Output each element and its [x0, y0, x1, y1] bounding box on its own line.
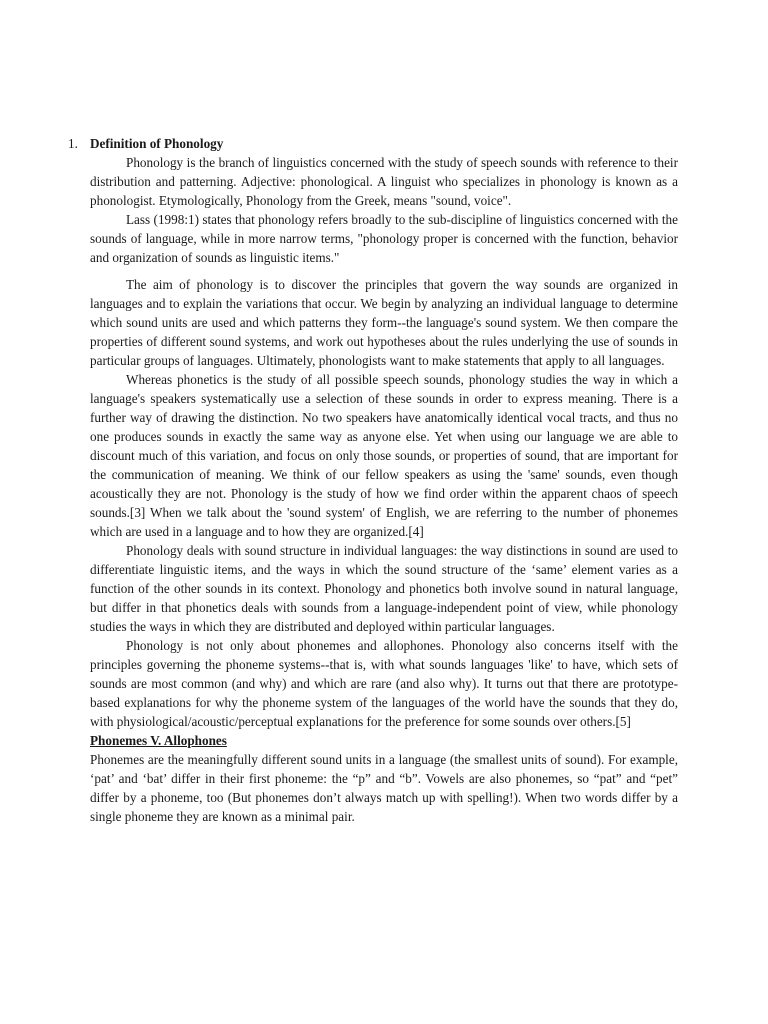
paragraph-aim: The aim of phonology is to discover the principles that govern the way sounds are organized in languages and to explain the variations that occur. We begin by analyzing an individual language to determine which sound units are used and which patterns they form--the language's sound system. We then compare the properties of different sound systems, and work out hypotheses about the rules underlying the use of sounds in particular groups of languages. Ultimately, phonologists want to make statements that apply to all languages.: [90, 277, 678, 368]
section-heading: [68, 134, 678, 153]
document-page: [68, 134, 678, 826]
subsection-heading: Phonemes V. Allophones: [90, 733, 227, 748]
paragraph-definition: Phonology is the branch of linguistics concerned with the study of speech sounds with reference to their distribution and patterning. Adjective: phonological. A linguist who specializes in phonology is known as a phonologist. Etymologically, Phonology from the Greek, means "sound, voice".: [90, 155, 678, 208]
paragraph-phoneme-systems: Phonology is not only about phonemes and allophones. Phonology also concerns itself with the principles governing the phoneme systems--that is, with what sounds languages 'like' to have, which sets of sounds are most common (and why) and which are rare (and also why). It turns out that there are prototype-based explanations for why the phoneme system of the languages of the world have the sounds that they do, with physiological/acoustic/perceptual explanations for the preference for some sounds over others.[5]: [90, 638, 678, 729]
paragraph-phonemes: Phonemes are the meaningfully different sound units in a language (the smallest units of sound). For example, ‘pat’ and ‘bat’ differ in their first phoneme: the “p” and “b”. Vowels are also phonemes, so “pat” and “pet” differ by a phoneme, too (But phonemes don’t always match up with spelling!). When two words differ by a single phoneme they are known as a minimal pair.: [90, 752, 678, 824]
section-number: 1.: [68, 136, 78, 151]
section-title: Definition of Phonology: [90, 136, 224, 151]
paragraph-phonetics-vs-phonology: Whereas phonetics is the study of all possible speech sounds, phonology studies the way in which a language's speakers systematically use a selection of these sounds in order to express meaning. There is a further way of drawing the distinction. No two speakers have anatomically identical vocal tracts, and thus no one produces sounds in exactly the same way as anyone else. Yet when using our language we are able to discount much of this variation, and focus on only those sounds, or properties of sound, that are important for the communication of meaning. We think of our fellow speakers as using the 'same' sounds, even though acoustically they are not. Phonology is the study of how we find order within the apparent chaos of speech sounds.[3] When we talk about the 'sound system' of English, we are referring to the number of phonemes which are used in a language and to how they are organized.[4]: [90, 372, 678, 539]
paragraph-sound-structure: Phonology deals with sound structure in individual languages: the way distinctions in sound are used to differentiate linguistic items, and the ways in which the sound structure of the ‘same’ element varies as a function of the other sounds in its context. Phonology and phonetics both involve sound in natural language, but differ in that phonetics deals with sounds from a language-independent point of view, while phonology studies the ways in which they are distributed and deployed within particular languages.: [90, 543, 678, 634]
paragraph-lass: Lass (1998:1) states that phonology refers broadly to the sub-discipline of linguistics concerned with the sounds of language, while in more narrow terms, "phonology proper is concerned with the function, behavior and organization of sounds as linguistic items.": [90, 212, 678, 265]
